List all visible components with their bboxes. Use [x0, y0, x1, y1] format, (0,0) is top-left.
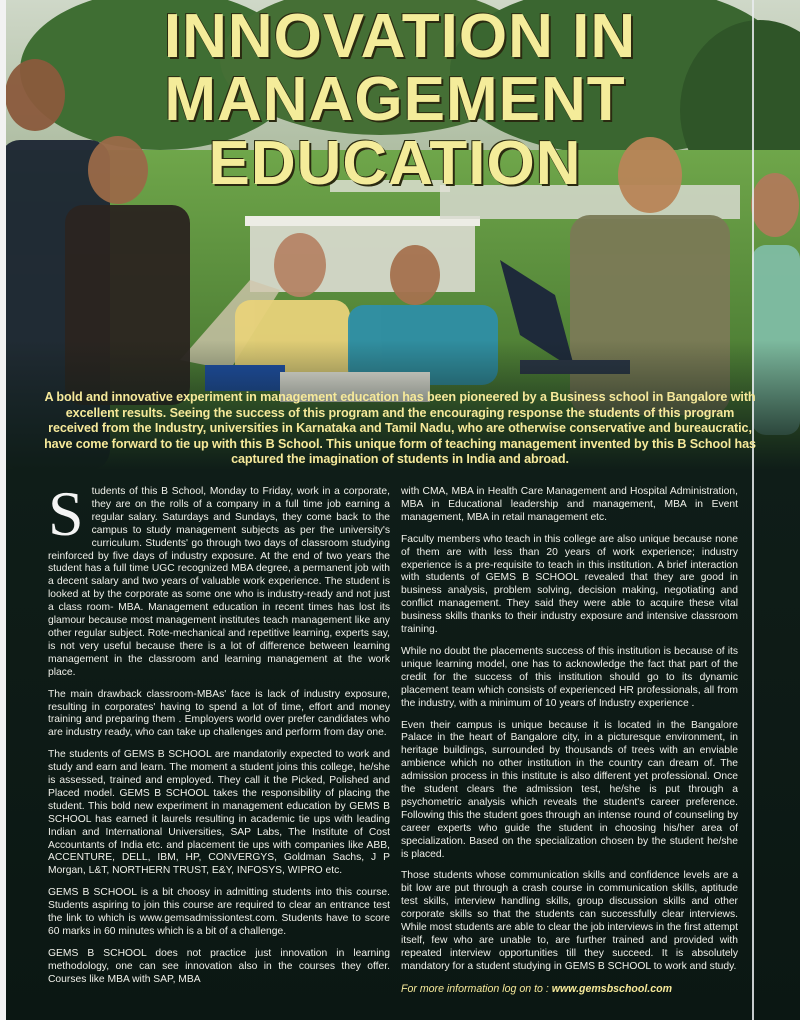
headline	[0, 2, 800, 198]
column-rule	[752, 0, 754, 1020]
page-edge	[0, 0, 6, 1020]
paragraph: Even their campus is unique because it is located in the Bangalore Palace in the heart of Bangalore city, in a picturesque environment, in heritage buildings, surrounded by thousands of trees with an enviable ambience which no other institution in the country can dream of. The admission process in this institute is also different yet professional. Once the student clears the admission test, he/she is put through a psychometric analysis which reveals the student's career preference. Following this the student goes through an intense round of counseling by career experts who guide the student in choosing his/her area of specialization. Based on the specialization chosen by the student he/she is placed.	[401, 719, 738, 860]
right-column	[401, 486, 738, 1005]
paragraph-text: tudents of this B School, Monday to Friday, work in a corporate, they are on the rolls of a company in a full time job earning a regular salary. Saturdays and Sundays, they come back to the campus to study management subjects as per the university's curriculum. Students' go through two days of classroom studying reinforced by five days of industry exposure. At the end of two years the student has a full time UGC recognized MBA degree, a permanent job with a decent salary and two years of valuable work experience. The student is looked at by the corporate as some one who is industry-ready and not just a class room- MBA. Management education in recent times has lost its glamour because most management institutes teach management like any other regular subject. Rote-mechanical and repetitive learning, experts say, is not very useful because there is a lot of difference between learning management in the classroom and learning management at the work place.	[48, 486, 390, 678]
headline-line-2: MANAGEMENT EDUCATION	[164, 65, 626, 198]
paragraph: Faculty members who teach in this college are also unique because none of them are with less than 20 years of work experience; industry experience is a pre-requisite to teach in this institution. A brief interaction with students of GEMS B SCHOOL revealed that they are good in business analysis, problem solving, decision making, negotiating and conflict management. They said they were able to acquire these vital business skills thanks to their industry exposure and intensive classroom training.	[401, 533, 738, 636]
paragraph: Those students whose communication skills and confidence levels are a bit low are put through a crash course in communication skills, aptitude test skills, interview handling skills, group discussion skills and other corporate skills so that the students can successfully clear interviews. While most students are able to clear the job interviews in the first attempt itself, few who are unable to, are further trained and provided with repeated interview opportunities till they succeed. It is absolutely mandatory for a student studying in GEMS B SCHOOL to work and study.	[401, 870, 738, 972]
paragraph: While no doubt the placements success of this institution is because of its unique learning model, one has to acknowledge the fact that part of the credit for the success of this institution should go to its dynamic placement team which consists of experienced HR professionals, all from the industry, with a minimum of 10 years of Industry experience .	[401, 645, 738, 709]
paragraph: The main drawback classroom-MBAs' face is lack of industry exposure, resulting in corporates' having to spend a lot of time, effort and money training and preparing them . Employers world over prefer candidates who are industry ready, who can take up challenges and perform from day one.	[48, 688, 390, 739]
left-column	[48, 478, 390, 996]
paragraph	[48, 478, 390, 680]
paragraph: The students of GEMS B SCHOOL are mandatorily expected to work and study and earn and learn. The moment a student joins this college, he/she is assessed, trained and employed. They call it the Picked, Polished and Placed model. GEMS B SCHOOL takes the responsibility of placing the student. This bold new experiment in management education by GEMS B SCHOOL has earned it laurels resulting in academic tie ups with leading Indian and International Universities, SAP Labs, The Institute of Cost Accountants of India etc. and placement tie ups with companies like ABB, ACCENTURE, DELL, IBM, HP, CONVERGYS, Goldman Sachs, J P Morgan, L&T, NORTHERN TRUST, E&Y, INFOSYS, WIPRO etc.	[48, 749, 390, 877]
paragraph: GEMS B SCHOOL is a bit choosy in admitting students into this course. Students aspiring to join this course are required to clear an entrance test the link to which is www.gemsadmissiontest.com. Students have to score 60 marks in 60 minutes which is a bit of a challenge.	[48, 887, 390, 937]
more-info-label: For more information log on to :	[401, 982, 549, 995]
website-link[interactable]: www.gemsbschool.com	[551, 982, 673, 995]
drop-cap: S	[48, 478, 84, 549]
intro-standfirst: A bold and innovative experiment in management education has been pioneered by a Business school in Bangalore with excellent results. Seeing the success of this program and the encouraging response the students of this program received from the Industry, universities in Karnataka and Tamil Nadu, who are otherwise conservative and bureaucratic, have come forward to tie up with this B School. This unique form of teaching management invented by this B School has captured the imagination of students in India and abroad.	[44, 390, 756, 466]
paragraph: GEMS B SCHOOL does not practice just innovation in learning methodology, one can see innovation also in the courses they offer. Courses like MBA with SAP, MBA	[48, 947, 390, 985]
more-info-line	[401, 983, 738, 996]
paragraph: with CMA, MBA in Health Care Management and Hospital Administration, MBA in Educational leadership and management, MBA in Event management, MBA in retail management etc.	[401, 486, 738, 523]
headline-line-1: INNOVATION IN	[163, 2, 637, 71]
